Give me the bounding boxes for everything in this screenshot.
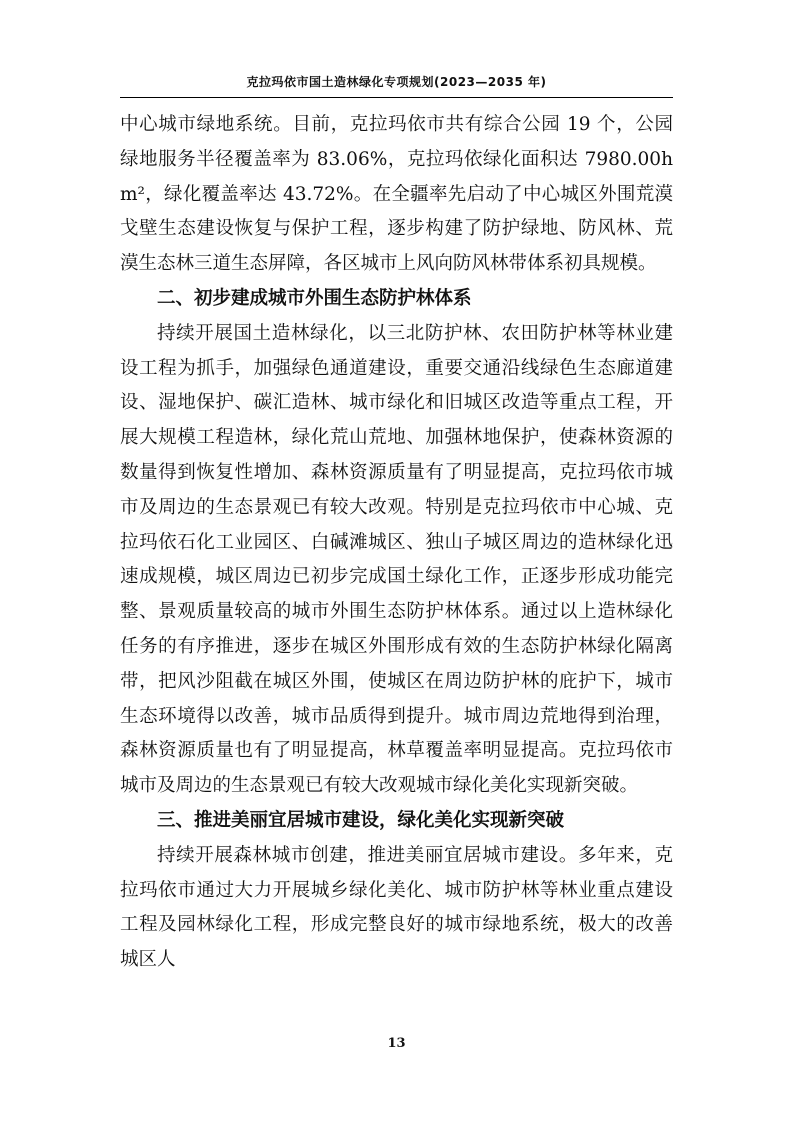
header-divider	[120, 97, 673, 98]
section-heading-3: 三、推进美丽宜居城市建设，绿化美化实现新突破	[157, 809, 565, 831]
running-header: 克拉玛依市国土造林绿化专项规划(2023—2035 年)	[246, 75, 547, 89]
page-number: 13	[387, 1036, 406, 1051]
page-body	[120, 108, 673, 978]
paragraph-continued: 中心城市绿地系统。目前，克拉玛依市共有综合公园 19 个，公园绿地服务半径覆盖率为 83.06%，克拉玛依绿化面积达 7980.00hm²，绿化覆盖率达 43.72%。在全疆率先启动了中心城区外围荒漠戈壁生态建设恢复与保护工程，逐步构建了防护绿地、防风林、荒漠生态林三道生态屏障，各区城市上风向防风林带体系初具规模。	[120, 114, 673, 275]
paragraph-section-2: 持续开展国土造林绿化，以三北防护林、农田防护林等林业建设工程为抓手，加强绿色通道建设，重要交通沿线绿色生态廊道建设、湿地保护、碳汇造林、城市绿化和旧城区改造等重点工程，开展大规模工程造林，绿化荒山荒地、加强林地保护，使森林资源的数量得到恢复性增加、森林资源质量有了明显提高，克拉玛依市城市及周边的生态景观已有较大改观。特别是克拉玛依市中心城、克拉玛依石化工业园区、白碱滩城区、独山子城区周边的造林绿化迅速成规模，城区周边已初步完成国土绿化工作，正逐步形成功能完整、景观质量较高的城市外围生态防护林体系。通过以上造林绿化任务的有序推进，逐步在城区外围形成有效的生态防护林绿化隔离带，把风沙阻截在城区外围，使城区在周边防护林的庇护下，城市生态环境得以改善，城市品质得到提升。城市周边荒地得到治理，森林资源质量也有了明显提高，林草覆盖率明显提高。克拉玛依市城市及周边的生态景观已有较大改观城市绿化美化实现新突破。	[120, 322, 673, 797]
section-heading-2: 二、初步建成城市外围生态防护林体系	[157, 287, 472, 309]
paragraph-section-3: 持续开展森林城市创建，推进美丽宜居城市建设。多年来，克拉玛依市通过大力开展城乡绿化美化、城市防护林等林业重点建设工程及园林绿化工程，形成完整良好的城市绿地系统，极大的改善城区人	[120, 844, 673, 971]
